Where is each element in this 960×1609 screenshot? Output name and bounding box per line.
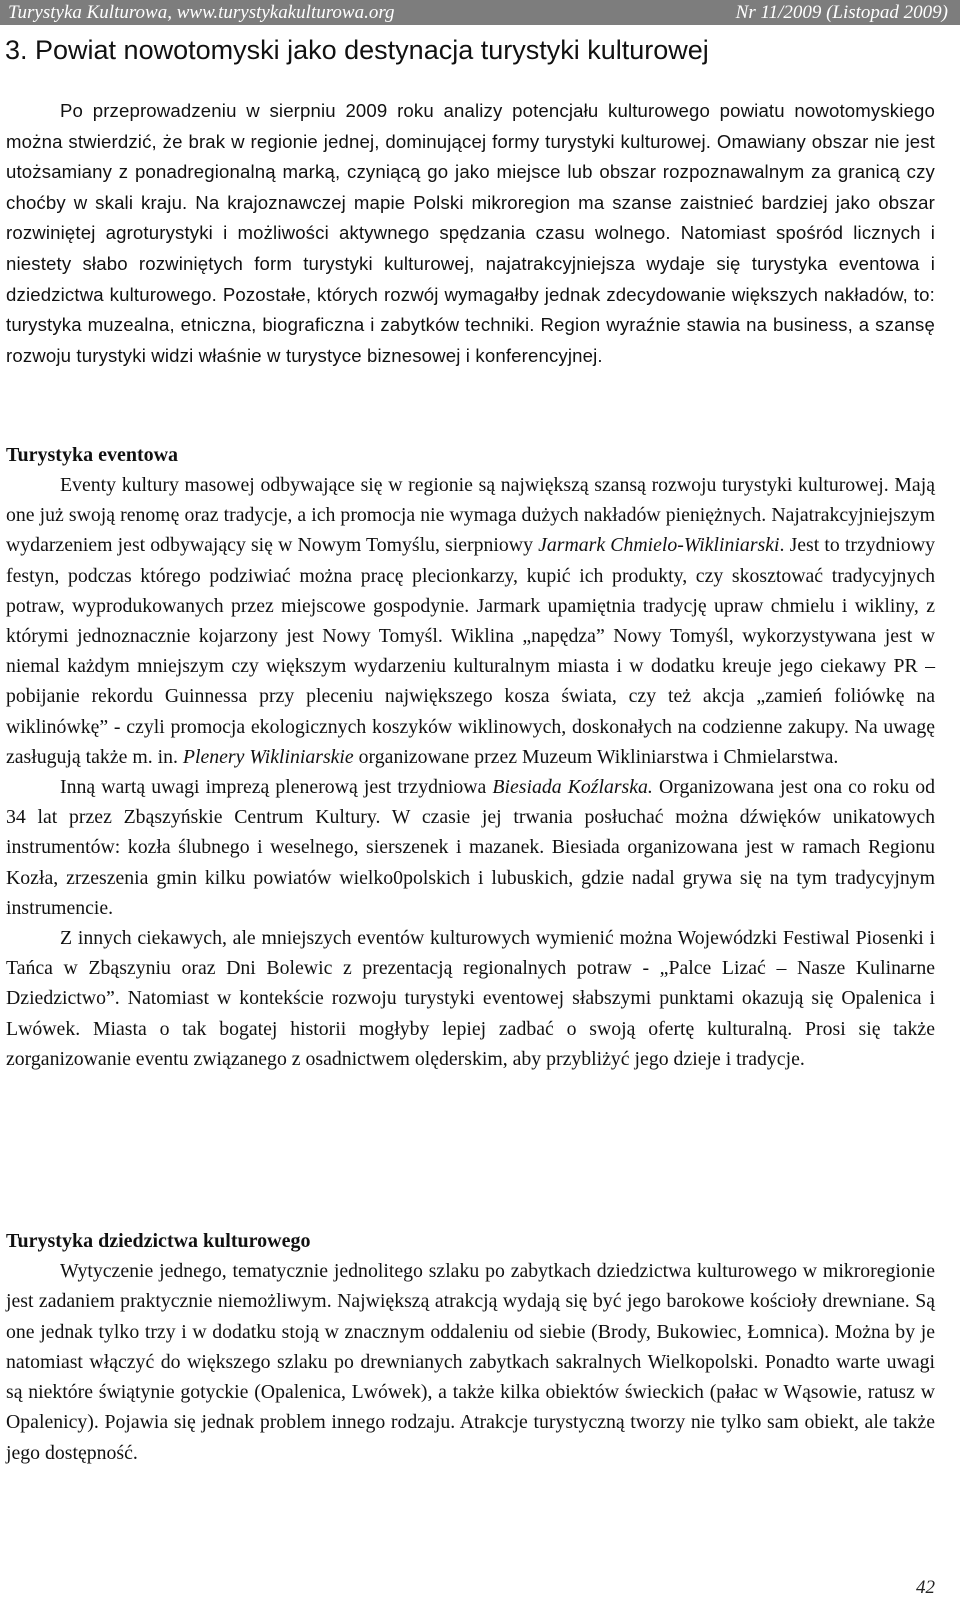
intro-block xyxy=(6,96,935,371)
event-paragraph-2 xyxy=(6,772,935,923)
event-p1-text-a: Eventy kultury masowej odbywające się w regionie są największą szansą rozwoju turystyki kulturowej. Mają one już swoją renomę oraz tradycje, a ich promocja nie wymaga dużych nakładów pieniężnych. Najatrakcyjniejszym wydarzeniem jest odbywający się w Nowym Tomyślu, sierpniowy xyxy=(6,474,935,557)
section-title: 3. Powiat nowotomyski jako destynacja turystyki kulturowej xyxy=(5,35,709,65)
event-tourism-section xyxy=(6,440,935,1074)
journal-title: Turystyka Kulturowa, www.turystykakulturowa.org xyxy=(8,2,395,23)
intro-paragraph: Po przeprowadzeniu w sierpniu 2009 roku analizy potencjału kulturowego powiatu nowotomyskiego można stwierdzić, że brak w regionie jednej, dominującej formy turystyki kulturowej. Omawiany obszar nie jest utożsamiany z ponadregionalną marką, czyniącą go jako miejsce lub obszar rozpoznawalnym za granicą czy choćby w skali kraju. Na krajoznawczej mapie Polski mikroregion ma szanse zaistnieć bardziej jako obszar rozwiniętej agroturystyki i możliwości aktywnego spędzania czasu wolnego. Natomiast spośród licznych i niestety słabo rozwiniętych form turystyki kulturowej, najatrakcyjniejsza wydaje się turystyka eventowa i dziedzictwa kulturowego. Pozostałe, których rozwój wymagałby jednak zdecydowanie większych nakładów, to: turystyka muzealna, etniczna, biograficzna i zabytków techniki. Region wyraźnie stawia na business, a szansę rozwoju turystyki widzi właśnie w turystyce biznesowej i konferencyjnej. xyxy=(6,100,935,366)
event-tourism-heading: Turystyka eventowa xyxy=(6,444,179,466)
heritage-paragraph-1: Wytyczenie jednego, tematycznie jednolitego szlaku po zabytkach dziedzictwa kulturowego w mikroregionie jest zadaniem praktycznie niemożliwym. Największą atrakcją wydają się być jego barokowe kościoły drewniane. Są one jednak tylko trzy i w dodatku stoją w znacznym oddaleniu od siebie (Brody, Bukowiec, Łomnica). Można by je natomiast włączyć do większego szlaku po drewnianych zabytkach sakralnych Wielkopolski. Ponadto warte uwagi są niektóre świątynie gotyckie (Opalenica, Lwówek), a także kilka obiektów świeckich (pałac w Wąsowie, ratusz w Opalenicy). Pojawia się jednak problem innego rodzaju. Atrakcje turystyczną tworzy nie tylko sam obiekt, ale także jego dostępność. xyxy=(6,1260,935,1464)
plenery-title: Plenery Wikliniarskie xyxy=(182,745,354,768)
event-paragraph-3: Z innych ciekawych, ale mniejszych eventów kulturowych wymienić można Wojewódzki Festiwal Piosenki i Tańca w Zbąszyniu oraz Dni Bolewic z prezentacją regionalnych potraw - „Palce Lizać – Nasze Kulinarne Dziedzictwo”. Natomiast w kontekście rozwoju turystyki eventowej słabszymi punktami okazują się Opalenica i Lwówek. Miasta o tak bogatej historii mogłyby lepiej zadbać o swoją ofertę kulturalną. Prosi się także zorganizowanie eventu związanego z osadnictwem olęderskim, aby przybliżyć jego dzieje i tradycje. xyxy=(6,927,935,1070)
running-header xyxy=(0,0,960,25)
event-p1-text-b: . Jest to trzydniowy festyn, podczas którego podziwiać można pracę plecionkarzy, kupić ich produkty, czy skosztować tradycyjnych potraw, wyprodukowanych przez miejscowe gospodynie. Jarmark upamiętnia tradycję upraw chmielu i wikliny, z którymi jednoznacznie kojarzony jest Nowy Tomyśl. Wiklina „napędza” Nowy Tomyśl, wykorzystywana jest w niemal każdym mniejszym czy większym wydarzeniu kulturalnym miasta i w dodatku kreuje jego ciekawy PR – pobijanie rekordu Guinnessa przy pleceniu największego kosza świata, czy też akcja „zamień foliówkę na wiklinówkę” - czyli promocja ekologicznych koszyków wiklinowych, doskonałych na codzienne zakupy. Na uwagę zasługują także m. in. xyxy=(6,534,935,768)
heritage-tourism-heading: Turystyka dziedzictwa kulturowego xyxy=(6,1230,311,1252)
event-p2-text-a: Inną wartą uwagi imprezą plenerową jest trzydniowa xyxy=(60,776,493,799)
event-paragraph-1 xyxy=(6,470,935,772)
issue-number: Nr 11/2009 (Listopad 2009) xyxy=(735,2,948,23)
page-number: 42 xyxy=(916,1577,935,1598)
event-p1-text-c: organizowane przez Muzeum Wikliniarstwa i Chmielarstwa. xyxy=(353,745,839,768)
heritage-tourism-section xyxy=(6,1226,935,1468)
event-p2-text-b: Organizowana jest ona co roku od 34 lat przez Zbąszyńskie Centrum Kultury. W czasie jej trwania posłuchać można dźwięków unikatowych instrumentów: kozła ślubnego i weselnego, sierszenek i mazanek. Biesiada organizowana jest w ramach Regionu Kozła, zrzeszenia gmin kilku powiatów wielko0polskich i lubuskich, gdzie nadal grywa się na tym tradycyjnym instrumencie. xyxy=(6,776,935,919)
biesiada-title: Biesiada Koźlarska. xyxy=(492,776,653,799)
jarmark-title: Jarmark Chmielo-Wikliniarski xyxy=(538,534,780,557)
